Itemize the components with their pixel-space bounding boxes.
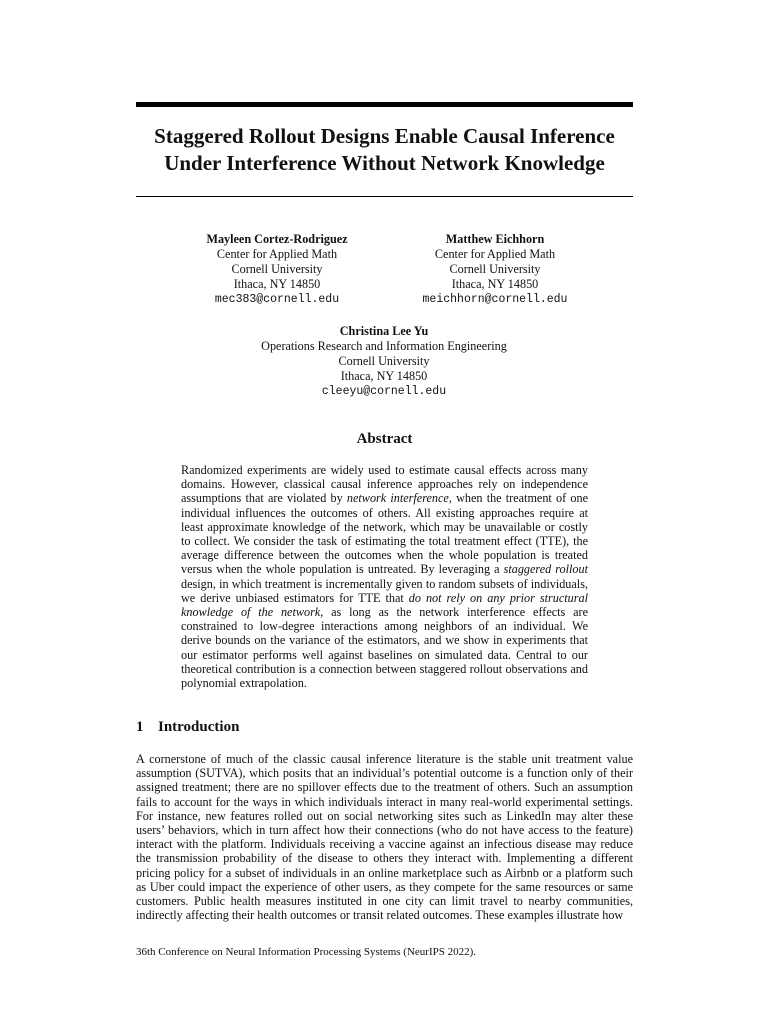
title-top-rule — [136, 102, 633, 107]
author-affiliation: Operations Research and Information Engineering — [261, 339, 507, 353]
author-email: cleeyu@cornell.edu — [321, 385, 447, 398]
abstract-text — [181, 463, 588, 690]
author-institution: Cornell University — [449, 262, 541, 276]
author-institution: Cornell University — [338, 354, 430, 368]
section-number: 1 — [136, 719, 144, 735]
author-block-1 — [186, 232, 368, 307]
abstract-text-part: , when the treatment of one individual influences the outcomes of others. All existing approaches require at least approximate knowledge of the network, which may be unavailable or costly to collect. We consider the task of estimating the total treatment effect (TTE), the average difference between the outcomes when the whole population is treated versus when the whole population is untreated. By leveraging a — [181, 491, 588, 577]
author-address: Ithaca, NY 14850 — [340, 369, 428, 383]
author-block-2 — [404, 232, 586, 307]
author-affiliation: Center for Applied Math — [434, 247, 556, 261]
author-email: mec383@cornell.edu — [214, 293, 340, 306]
author-address: Ithaca, NY 14850 — [451, 277, 539, 291]
abstract-text-part: , as long as the network interference effects are constrained to low-degree interactions among neighbors of an individual. We derive bounds on the variance of the estimators, and we show in experiments that our estimator performs well against baselines on simulated data. Central to our theoretical contribution is a connection between staggered rollout observations and polynomial extrapolation. — [181, 605, 588, 691]
author-affiliation: Center for Applied Math — [216, 247, 338, 261]
author-email: meichhorn@cornell.edu — [422, 293, 568, 306]
abstract-emphasis: do not rely on any prior structural knowledge of the network — [181, 590, 588, 620]
abstract-text-part: design, in which treatment is incrementally given to random subsets of individuals, we derive unbiased estimators for TTE that — [181, 576, 588, 605]
author-name: Mayleen Cortez-Rodriguez — [206, 232, 348, 246]
author-institution: Cornell University — [231, 262, 323, 276]
abstract-text-part: Randomized experiments are widely used to estimate causal effects across many domains. However, classical causal inference approaches rely on independence assumptions that are violated by — [181, 463, 588, 506]
title-line-2: Under Interference Without Network Knowledge — [164, 151, 605, 175]
author-address: Ithaca, NY 14850 — [233, 277, 321, 291]
title-bottom-rule — [136, 196, 633, 197]
author-block-3 — [234, 324, 534, 399]
section-heading-introduction — [136, 719, 239, 736]
author-name: Matthew Eichhorn — [445, 232, 545, 246]
section-title: Introduction — [158, 719, 240, 735]
abstract-emphasis: staggered rollout — [503, 562, 589, 577]
author-name: Christina Lee Yu — [339, 324, 429, 338]
introduction-paragraph: A cornerstone of much of the classic causal inference literature is the stable unit treatment value assumption (SUTVA), which posits that an individual’s potential outcome is a function only of their assigned treatment; there are no spillover effects due to the treatment of others. Such an assumption fails to account for the ways in which individuals interact in many real-world experimental settings. For instance, new features rolled out on social networking sites such as LinkedIn may alter these users’ behaviors, which in turn affect how their connections (who do not have access to the feature) interact with the platform. Individuals receiving a vaccine against an infectious disease may reduce the transmission probability of the disease to others they interact with. Implementing a different pricing policy for a subset of individuals in an online marketplace such as Airbnb or a platform such as Uber could impact the experience of other users, as they compete for the same resources or same customers. Public health measures instituted in one city can limit travel to nearby communities, indirectly affecting their health outcomes or transit related outcomes. These examples illustrate how — [136, 752, 633, 923]
abstract-heading: Abstract — [356, 431, 413, 447]
title-line-1: Staggered Rollout Designs Enable Causal Inference — [154, 124, 615, 148]
conference-footnote: 36th Conference on Neural Information Processing Systems (NeurIPS 2022). — [136, 946, 477, 958]
paper-title — [136, 123, 633, 177]
abstract-emphasis: network interference — [346, 491, 449, 506]
